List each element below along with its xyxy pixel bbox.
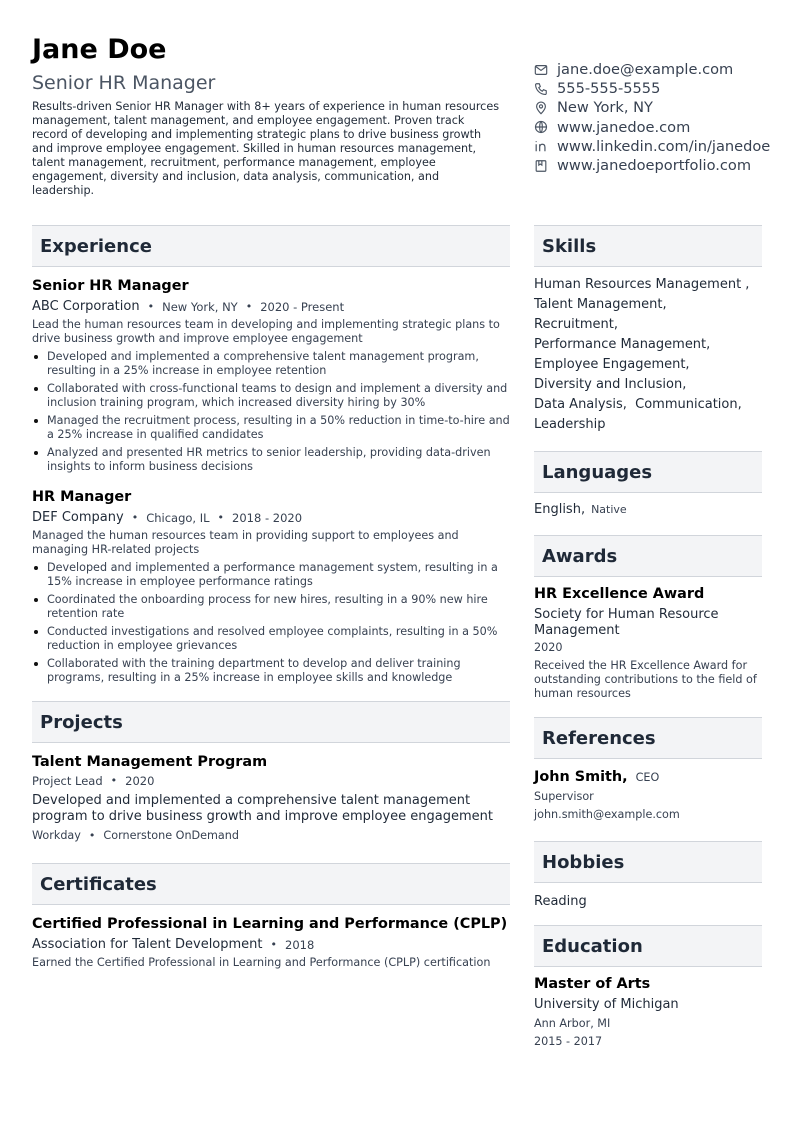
- summary-text: Results-driven Senior HR Manager with 8+ years of experience in human resources management, talent management, and employee engagement. Proven track record of developing and implementing strategic plans to drive business growth and improve employee engagement. Skilled in human resources management, talent management, recruitment, performance management, employee engagement, diversity and inclusion, data analysis, communication, and leadership.: [32, 100, 500, 197]
- bullet-item: Collaborated with the training department to develop and deliver training programs, resulting in a 25% increase in employee skills and knowledge: [32, 657, 510, 685]
- resume-header: [32, 34, 502, 198]
- skill-item: Diversity and Inclusion,: [534, 377, 687, 392]
- phone-text: 555-555-5555: [557, 80, 661, 98]
- certificate-item: [32, 915, 510, 970]
- right-column: [534, 225, 762, 1050]
- skill-item: Communication,: [635, 397, 742, 412]
- job-meta: [32, 509, 510, 527]
- job-title: HR Manager: [32, 489, 132, 505]
- skills-heading: Skills: [534, 225, 762, 267]
- left-column: [32, 225, 510, 970]
- skill-item: Performance Management,: [534, 337, 711, 352]
- project-tools: [32, 829, 510, 843]
- job-title: Senior HR Manager: [32, 278, 189, 294]
- project-description: Developed and implemented a comprehensive talent management program to drive business growth and improve employee engagement: [32, 793, 493, 824]
- project-title: Talent Management Program: [32, 754, 268, 770]
- project-tool: Workday: [32, 829, 81, 842]
- job-meta: [32, 298, 510, 316]
- job-location: New York, NY: [162, 300, 238, 314]
- reference-name-row: [534, 767, 762, 788]
- location-text: New York, NY: [557, 99, 653, 117]
- job-description: Lead the human resources team in developing and implementing strategic plans to drive business growth and improve employee engagement: [32, 318, 500, 345]
- project-role: Project Lead: [32, 774, 103, 788]
- hobbies-heading: Hobbies: [534, 841, 762, 883]
- references-heading: References: [534, 717, 762, 759]
- reference-relation: Supervisor: [534, 790, 594, 803]
- contact-email[interactable]: [534, 60, 794, 79]
- languages-heading: Languages: [534, 451, 762, 493]
- project-tool: Cornerstone OnDemand: [103, 829, 239, 842]
- skill-item: Leadership: [534, 417, 606, 432]
- education-school: University of Michigan: [534, 997, 679, 1012]
- project-item: [32, 753, 510, 843]
- separator-dot: •: [270, 938, 278, 951]
- education-dates: 2015 - 2017: [534, 1035, 603, 1048]
- separator-dot: •: [245, 300, 253, 313]
- candidate-title: Senior HR Manager: [32, 72, 216, 94]
- projects-heading: Projects: [32, 701, 510, 743]
- linkedin-icon: [534, 139, 548, 153]
- contact-block: [534, 60, 794, 175]
- website-text: www.janedoe.com: [557, 118, 691, 136]
- skill-item: Human Resources Management ,: [534, 277, 750, 292]
- bullet-item: Developed and implemented a comprehensive talent management program, resulting in a 25% increase in employee retention: [32, 350, 510, 378]
- awards-heading: Awards: [534, 535, 762, 577]
- location-pin-icon: [534, 101, 548, 115]
- globe-icon: [534, 120, 548, 134]
- certificate-title: Certified Professional in Learning and Performance (CPLP): [32, 916, 508, 932]
- separator-dot: •: [110, 774, 118, 787]
- bullet-item: Analyzed and presented HR metrics to senior leadership, providing data-driven insights to inform business decisions: [32, 446, 510, 474]
- education-degree: Master of Arts: [534, 976, 651, 992]
- language-level: Native: [591, 503, 627, 516]
- award-description: Received the HR Excellence Award for outstanding contributions to the field of human resources: [534, 659, 757, 700]
- reference-position: CEO: [635, 771, 660, 784]
- job-dates: 2020 - Present: [260, 300, 345, 314]
- contact-phone[interactable]: [534, 79, 794, 98]
- certificates-heading: Certificates: [32, 863, 510, 905]
- reference-name: John Smith,: [534, 769, 628, 785]
- bullet-item: Developed and implemented a performance management system, resulting in a 15% increase in employee performance ratings: [32, 561, 510, 589]
- contact-website[interactable]: [534, 118, 794, 137]
- project-meta: [32, 773, 510, 789]
- education-item: [534, 975, 762, 1050]
- experience-heading: Experience: [32, 225, 510, 267]
- certificate-issuer: Association for Talent Development: [32, 937, 263, 952]
- portfolio-icon: [534, 159, 548, 173]
- certificate-year: 2018: [285, 938, 315, 952]
- award-org: Society for Human Resource Management: [534, 607, 719, 638]
- skill-item: Talent Management,: [534, 297, 667, 312]
- skill-item: Recruitment,: [534, 317, 619, 332]
- separator-dot: •: [131, 511, 139, 524]
- email-text: jane.doe@example.com: [557, 61, 734, 79]
- portfolio-text: www.janedoeportfolio.com: [557, 157, 752, 175]
- skill-item: Data Analysis,: [534, 397, 627, 412]
- language-item: [534, 501, 762, 519]
- phone-icon: [534, 82, 548, 96]
- education-heading: Education: [534, 925, 762, 967]
- language-name: English,: [534, 502, 586, 517]
- experience-item: [32, 488, 510, 685]
- linkedin-text: www.linkedin.com/in/janedoe: [557, 137, 771, 155]
- contact-portfolio[interactable]: [534, 156, 794, 175]
- job-bullets: [32, 561, 510, 685]
- job-location: Chicago, IL: [146, 511, 210, 525]
- bullet-item: Conducted investigations and resolved employee complaints, resulting in a 50% reduction in employee grievances: [32, 625, 510, 653]
- job-description: Managed the human resources team in providing support to employees and managing HR-related projects: [32, 529, 459, 556]
- certificate-description: Earned the Certified Professional in Learning and Performance (CPLP) certification: [32, 956, 491, 969]
- candidate-name: Jane Doe: [32, 34, 167, 65]
- award-item: [534, 585, 762, 701]
- reference-item: [534, 767, 762, 823]
- certificate-meta: [32, 936, 510, 954]
- bullet-item: Collaborated with cross-functional teams to design and implement a diversity and inclusion training program, which increased diversity hiring by 30%: [32, 382, 510, 410]
- contact-linkedin[interactable]: [534, 137, 794, 156]
- bullet-item: Coordinated the onboarding process for new hires, resulting in a 90% new hire retention rate: [32, 593, 510, 621]
- education-location: Ann Arbor, MI: [534, 1017, 611, 1030]
- bullet-item: Managed the recruitment process, resulting in a 50% reduction in time-to-hire and a 25% increase in qualified candidates: [32, 414, 510, 442]
- skills-list: [534, 275, 762, 435]
- hobby-item: Reading: [534, 894, 587, 909]
- project-year: 2020: [125, 774, 155, 788]
- separator-dot: •: [88, 829, 96, 842]
- skill-item: Employee Engagement,: [534, 357, 690, 372]
- award-title: HR Excellence Award: [534, 586, 705, 602]
- job-bullets: [32, 350, 510, 474]
- mail-icon: [534, 63, 548, 77]
- separator-dot: •: [147, 300, 155, 313]
- separator-dot: •: [217, 511, 225, 524]
- award-year: 2020: [534, 641, 563, 654]
- contact-location: [534, 98, 794, 117]
- job-company: ABC Corporation: [32, 299, 140, 314]
- experience-item: [32, 277, 510, 474]
- job-company: DEF Company: [32, 510, 124, 525]
- reference-email[interactable]: john.smith@example.com: [534, 808, 680, 821]
- job-dates: 2018 - 2020: [232, 511, 303, 525]
